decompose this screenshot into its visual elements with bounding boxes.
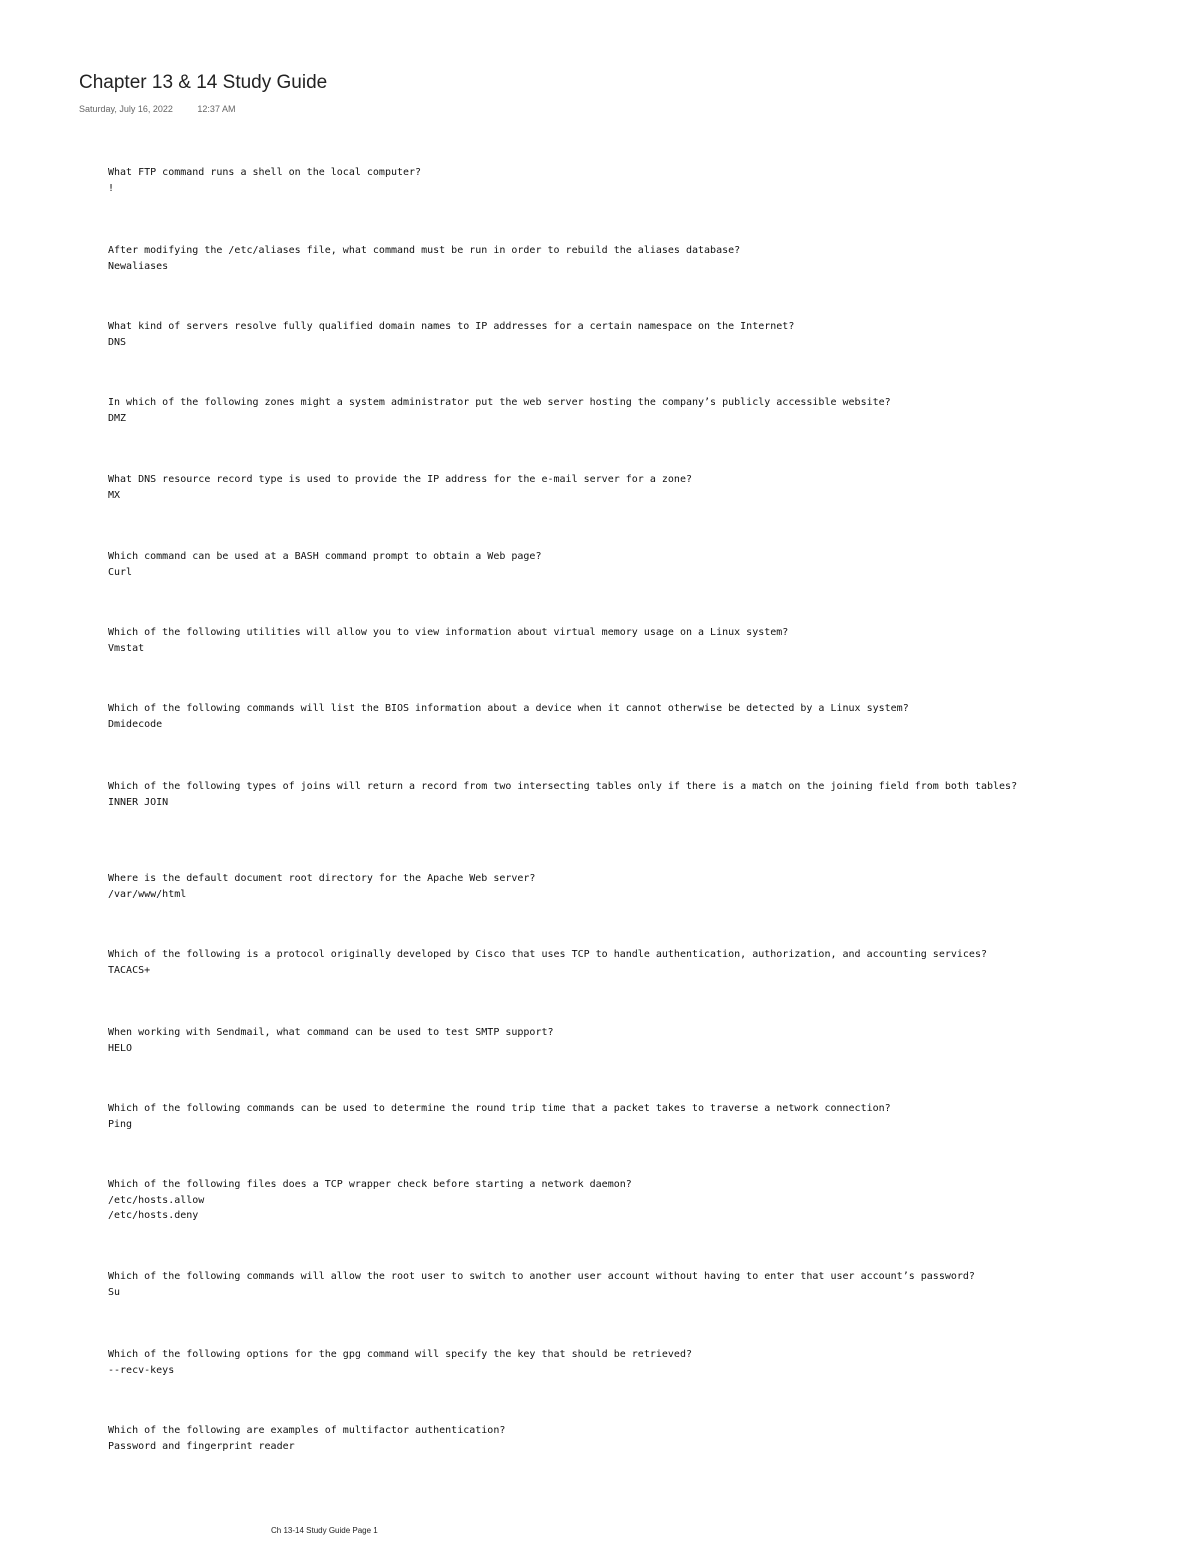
question-text: Which of the following commands will allow the root user to switch to another user account without having to enter that user account’s password? xyxy=(108,1271,975,1282)
answer-text: DMZ xyxy=(108,412,127,424)
answer-text: ! xyxy=(108,182,115,194)
question-text: After modifying the /etc/aliases file, what command must be run in order to rebuild the aliases database? xyxy=(108,245,741,256)
answer-text: HELO xyxy=(108,1042,133,1054)
answer-text: Ping xyxy=(108,1118,133,1130)
page-date: Saturday, July 16, 2022 xyxy=(79,104,173,114)
qa-item xyxy=(108,549,1188,580)
question-text: Which of the following commands will list the BIOS information about a device when it cannot otherwise be detected by a Linux system? xyxy=(108,703,909,714)
question-text: When working with Sendmail, what command can be used to test SMTP support? xyxy=(108,1027,554,1038)
question-text: In which of the following zones might a system administrator put the web server hosting the company’s publicly accessible website? xyxy=(108,397,891,408)
question-text: What kind of servers resolve fully qualified domain names to IP addresses for a certain namespace on the Internet? xyxy=(108,321,795,332)
question-text: Which of the following are examples of multifactor authentication? xyxy=(108,1425,506,1436)
question-text: Which of the following options for the gpg command will specify the key that should be retrieved? xyxy=(108,1349,692,1360)
answer-text: Newaliases xyxy=(108,260,169,272)
answer-text: /var/www/html xyxy=(108,888,187,900)
qa-item xyxy=(108,1347,1188,1378)
qa-item xyxy=(108,625,1188,656)
answer-text: Vmstat xyxy=(108,642,145,654)
answer-text: MX xyxy=(108,489,121,501)
page-footer: Ch 13-14 Study Guide Page 1 xyxy=(271,1526,378,1535)
qa-item xyxy=(108,1177,1188,1224)
answer-text: /etc/hosts.deny xyxy=(108,1210,199,1221)
question-text: Which of the following commands can be used to determine the round trip time that a packet takes to traverse a network connection? xyxy=(108,1103,891,1114)
question-text: Which of the following files does a TCP wrapper check before starting a network daemon? xyxy=(108,1179,632,1190)
question-text: Where is the default document root directory for the Apache Web server? xyxy=(108,873,536,884)
qa-item xyxy=(108,871,1188,902)
qa-item xyxy=(108,1423,1188,1454)
question-text: What FTP command runs a shell on the local computer? xyxy=(108,167,422,178)
qa-item xyxy=(108,779,1188,810)
qa-item xyxy=(108,165,1188,196)
question-text: What DNS resource record type is used to provide the IP address for the e-mail server for a zone? xyxy=(108,474,692,485)
qa-item xyxy=(108,1101,1188,1132)
answer-text: Dmidecode xyxy=(108,718,163,730)
answer-text: /etc/hosts.allow xyxy=(108,1194,205,1206)
page-meta xyxy=(79,104,235,114)
qa-item xyxy=(108,1269,1188,1300)
answer-text: DNS xyxy=(108,336,127,348)
qa-item xyxy=(108,472,1188,503)
qa-item xyxy=(108,319,1188,350)
answer-text: INNER JOIN xyxy=(108,796,169,808)
answer-text: TACACS+ xyxy=(108,964,151,976)
qa-item xyxy=(108,1025,1188,1056)
answer-text: Password and fingerprint reader xyxy=(108,1440,295,1452)
answer-text: Su xyxy=(108,1286,121,1298)
page-title: Chapter 13 & 14 Study Guide xyxy=(79,72,328,93)
page-time: 12:37 AM xyxy=(197,104,236,114)
question-text: Which of the following types of joins will return a record from two intersecting tables only if there is a match on the joining field from both tables? xyxy=(108,781,1018,792)
answer-text: --recv-keys xyxy=(108,1364,175,1376)
question-text: Which of the following is a protocol originally developed by Cisco that uses TCP to handle authentication, authorization, and accounting services? xyxy=(108,949,987,960)
question-text: Which of the following utilities will allow you to view information about virtual memory usage on a Linux system? xyxy=(108,627,789,638)
qa-item xyxy=(108,243,1188,274)
answer-text: Curl xyxy=(108,566,133,578)
question-text: Which command can be used at a BASH command prompt to obtain a Web page? xyxy=(108,551,542,562)
qa-item xyxy=(108,947,1188,978)
qa-item xyxy=(108,395,1188,426)
qa-item xyxy=(108,701,1188,732)
